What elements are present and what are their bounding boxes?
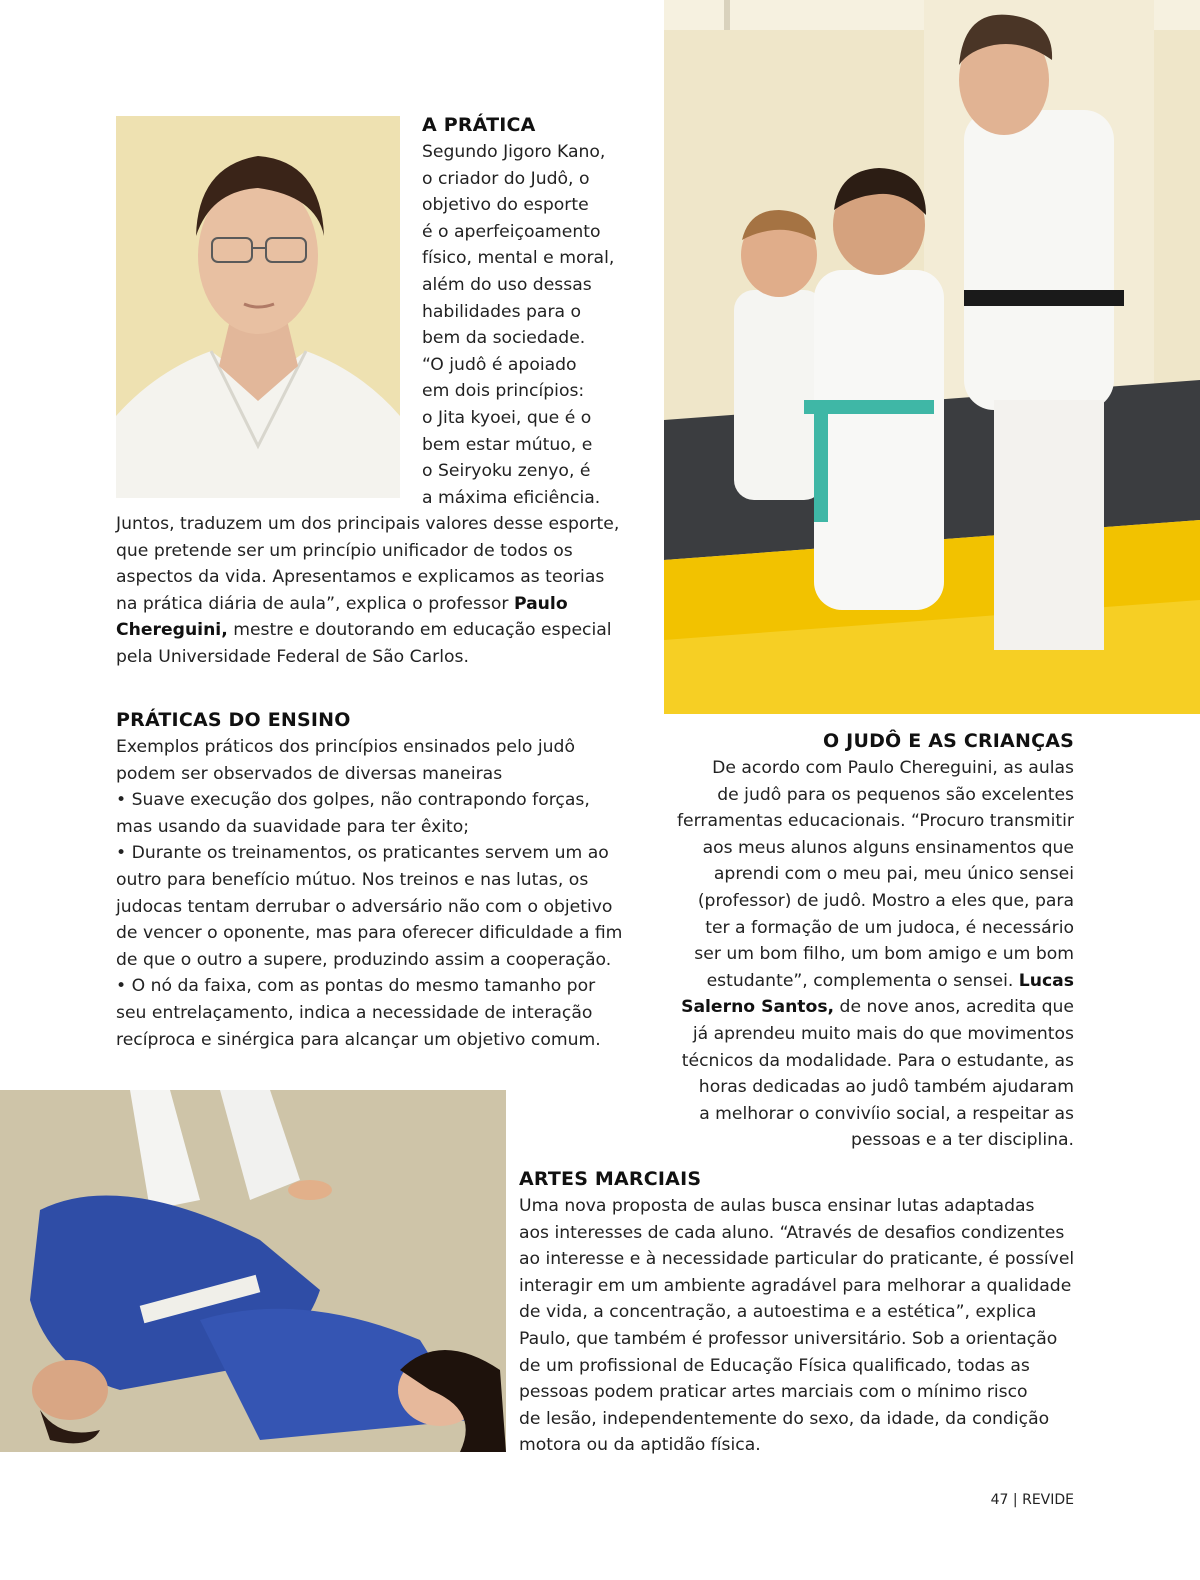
portrait-photo <box>116 116 400 498</box>
text-line: a melhorar o convivíio social, a respeitar as <box>699 1103 1074 1124</box>
text-line: que pretende ser um princípio unificador de todos os <box>116 540 573 561</box>
section-heading-pratica: A PRÁTICA <box>422 114 536 136</box>
text-line: aos interesses de cada aluno. “Através de desafios condizentes <box>519 1222 1065 1243</box>
text-line: físico, mental e moral, <box>422 248 615 269</box>
section-heading-criancas: O JUDÔ E AS CRIANÇAS <box>823 730 1074 752</box>
text-line: técnicos da modalidade. Para o estudante, as <box>681 1050 1074 1071</box>
text-line: aos meus alunos alguns ensinamentos que <box>702 837 1074 858</box>
text-line: Uma nova proposta de aulas busca ensinar lutas adaptadas <box>519 1196 1035 1216</box>
text-line: judocas tentam derrubar o adversário não com o objetivo <box>116 896 613 917</box>
magazine-name: REVIDE <box>1022 1492 1074 1508</box>
text-line: aspectos da vida. Apresentamos e explicamos as teorias <box>116 567 605 588</box>
text-line: de que o outro a supere, produzindo assim a cooperação. <box>116 949 612 970</box>
text-line: (professor) de judô. Mostro a eles que, para <box>697 890 1074 911</box>
text-line: seu entrelaçamento, indica a necessidade de interação <box>116 1002 593 1023</box>
text-line: ser um bom filho, um bom amigo e um bom <box>694 944 1074 965</box>
text-line: objetivo do esporte <box>422 195 589 216</box>
text-segment: de nove anos, acredita que <box>834 997 1074 1018</box>
text-line: De acordo com Paulo Chereguini, as aulas <box>712 758 1074 778</box>
text-line: Paulo, que também é professor universitário. Sob a orientação <box>519 1328 1058 1349</box>
text-line: o Seiryoku zenyo, é <box>422 461 591 482</box>
person-name-bold: Paulo <box>513 593 568 614</box>
ensino-paragraph <box>116 734 622 1053</box>
text-line: já aprendeu muito mais do que movimentos <box>692 1023 1074 1044</box>
text-line: a máxima eficiência. <box>422 487 601 508</box>
text-line: Exemplos práticos dos princípios ensinados pelo judô <box>116 737 575 757</box>
section-heading-ensino: PRÁTICAS DO ENSINO <box>116 709 351 731</box>
text-line: pessoas podem praticar artes marciais com o mínimo risco <box>519 1382 1028 1403</box>
person-name-bold: Chereguini, <box>116 620 228 641</box>
pratica-wide-paragraph <box>116 511 619 671</box>
criancas-paragraph <box>677 755 1074 1154</box>
text-line <box>677 968 1074 995</box>
text-segment: mestre e doutorando em educação especial <box>227 620 612 641</box>
text-line: o criador do Judô, o <box>422 168 590 189</box>
artes-paragraph <box>519 1193 1074 1459</box>
section-heading-artes: ARTES MARCIAIS <box>519 1168 702 1190</box>
text-line <box>116 617 619 644</box>
person-name-bold: Salerno Santos, <box>681 997 835 1018</box>
text-line: • O nó da faixa, com as pontas do mesmo tamanho por <box>116 976 596 997</box>
text-line: Juntos, traduzem um dos principais valores desse esporte, <box>116 514 620 534</box>
text-segment: estudante”, complementa o sensei. <box>706 970 1014 991</box>
text-line: Segundo Jigoro Kano, <box>422 142 606 162</box>
text-line: além do uso dessas <box>422 274 592 295</box>
text-line: • Durante os treinamentos, os praticantes servem um ao <box>116 843 609 864</box>
text-line: “O judô é apoiado <box>422 354 577 375</box>
text-line: aprendi com o meu pai, meu único sensei <box>713 864 1074 885</box>
page-footer <box>991 1492 1074 1508</box>
text-line: de lesão, independentemente do sexo, da idade, da condição <box>519 1408 1050 1429</box>
text-line: • Suave execução dos golpes, não contrapondo forças, <box>116 790 590 811</box>
text-line: bem da sociedade. <box>422 328 586 349</box>
text-line: motora ou da aptidão física. <box>519 1435 761 1456</box>
text-line: mas usando da suavidade para ter êxito; <box>116 816 470 837</box>
grappling-photo <box>0 1090 506 1452</box>
person-name-bold: Lucas <box>1018 970 1074 991</box>
text-line: bem estar mútuo, e <box>422 434 593 455</box>
text-line: recíproca e sinérgica para alcançar um objetivo comum. <box>116 1029 601 1050</box>
text-line: pela Universidade Federal de São Carlos. <box>116 646 469 667</box>
text-line: o Jita kyoei, que é o <box>422 407 592 428</box>
text-line: horas dedicadas ao judô também ajudaram <box>698 1077 1074 1098</box>
text-line: habilidades para o <box>422 301 582 322</box>
page-number: 47 <box>990 1492 1009 1508</box>
text-line: outro para benefício mútuo. Nos treinos e nas lutas, os <box>116 869 589 890</box>
text-line <box>677 994 1074 1021</box>
text-line: ao interesse e à necessidade particular do praticante, é possível <box>519 1249 1075 1270</box>
text-line: podem ser observados de diversas maneiras <box>116 763 503 784</box>
text-line <box>116 591 619 618</box>
text-line: é o aperfeiçoamento <box>422 221 601 242</box>
text-line: ter a formação de um judoca, é necessário <box>705 917 1074 938</box>
text-line: em dois princípios: <box>422 381 585 402</box>
footer-separator: | <box>1012 1492 1018 1508</box>
text-line: de judô para os pequenos são excelentes <box>717 784 1074 805</box>
text-line: de vencer o oponente, mas para oferecer dificuldade a fim <box>116 923 623 944</box>
text-line: interagir em um ambiente agradável para melhorar a qualidade <box>519 1275 1072 1296</box>
text-line: pessoas e a ter disciplina. <box>851 1130 1074 1151</box>
children-judo-photo <box>664 0 1200 714</box>
text-line: de um profissional de Educação Física qualificado, todas as <box>519 1355 1030 1376</box>
pratica-narrow-paragraph <box>422 139 614 511</box>
text-line: de vida, a concentração, a autoestima e a estética”, explica <box>519 1302 1037 1323</box>
text-segment: na prática diária de aula”, explica o professor <box>116 593 509 614</box>
text-line: ferramentas educacionais. “Procuro transmitir <box>676 811 1074 832</box>
